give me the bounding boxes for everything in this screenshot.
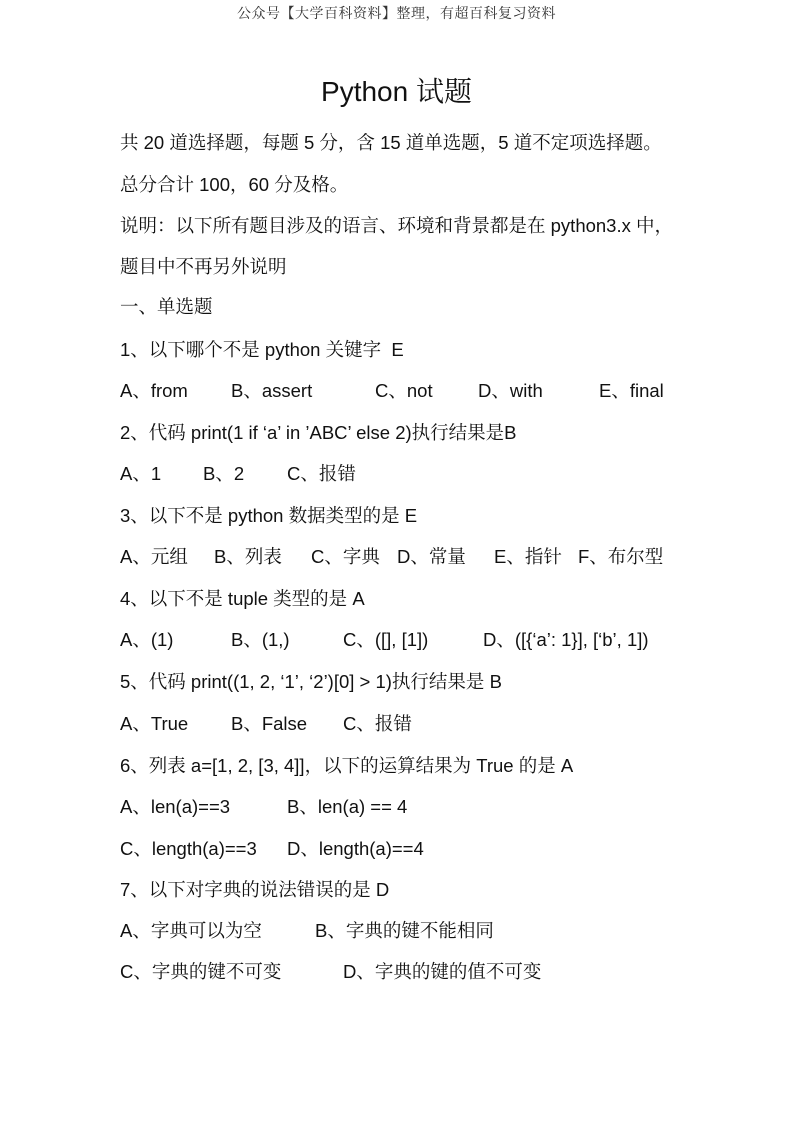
option: E、final <box>599 380 664 401</box>
option: B、False <box>231 713 308 734</box>
option: C、not <box>375 380 433 401</box>
option-row <box>120 628 700 652</box>
intro-line: 共 20 道选择题，每题 5 分，含 15 道单选题，5 道不定项选择题。 <box>120 132 662 153</box>
option: A、True <box>120 713 189 734</box>
option: B、(1,) <box>231 629 290 650</box>
option: C、报错 <box>343 713 412 734</box>
option-row <box>120 545 700 569</box>
option-row <box>120 919 700 943</box>
intro-line: 总分合计 100，60 分及格。 <box>120 174 349 195</box>
option: C、报错 <box>287 463 356 484</box>
option-row <box>120 462 700 486</box>
option: A、len(a)==3 <box>120 796 231 817</box>
question-text: 6、列表 a=[1, 2, [3, 4]]，以下的运算结果为 True 的是 A <box>120 755 574 776</box>
option: B、assert <box>231 380 313 401</box>
option: C、length(a)==3 <box>120 838 257 859</box>
option-row <box>120 795 700 819</box>
option: B、列表 <box>214 546 282 567</box>
option: F、布尔型 <box>578 546 664 567</box>
question-text: 7、以下对字典的说法错误的是 D <box>120 879 390 900</box>
option-row <box>120 837 700 861</box>
intro-line: 题目中不再另外说明 <box>120 256 287 277</box>
option: A、from <box>120 380 188 401</box>
option: B、2 <box>203 463 245 484</box>
question-text: 2、代码 print(1 if ‘a’ in ’ABC’ else 2)执行结果是B <box>120 422 517 443</box>
question-text: 5、代码 print((1, 2, ‘1’, ‘2’)[0] > 1)执行结果是 B <box>120 671 502 692</box>
option: B、字典的键不能相同 <box>315 920 494 941</box>
option: D、字典的键的值不可变 <box>343 961 542 982</box>
option-row <box>120 379 700 403</box>
question-text: 3、以下不是 python 数据类型的是 E <box>120 505 418 526</box>
option: D、length(a)==4 <box>287 838 424 859</box>
option: E、指针 <box>494 546 562 567</box>
option: D、with <box>478 380 543 401</box>
page-title: Python 试题 <box>321 76 472 107</box>
option: B、len(a) == 4 <box>287 796 408 817</box>
page-header-note: 公众号【大学百科资料】整理，有超百科复习资料 <box>237 6 556 22</box>
section-heading: 一、单选题 <box>120 296 213 317</box>
question-text: 4、以下不是 tuple 类型的是 A <box>120 588 365 609</box>
option-row <box>120 712 700 736</box>
option: C、字典的键不可变 <box>120 961 282 982</box>
option: D、([{‘a’: 1}], [‘b’, 1]) <box>483 629 649 650</box>
option: D、常量 <box>397 546 466 567</box>
option: A、(1) <box>120 629 174 650</box>
option: A、字典可以为空 <box>120 920 262 941</box>
option: C、字典 <box>311 546 380 567</box>
intro-line: 说明：以下所有题目涉及的语言、环境和背景都是在 python3.x 中， <box>120 215 674 236</box>
option: C、([], [1]) <box>343 629 429 650</box>
option: A、1 <box>120 463 162 484</box>
option: A、元组 <box>120 546 188 567</box>
option-row <box>120 960 700 984</box>
question-text: 1、以下哪个不是 python 关键字 E <box>120 339 404 360</box>
